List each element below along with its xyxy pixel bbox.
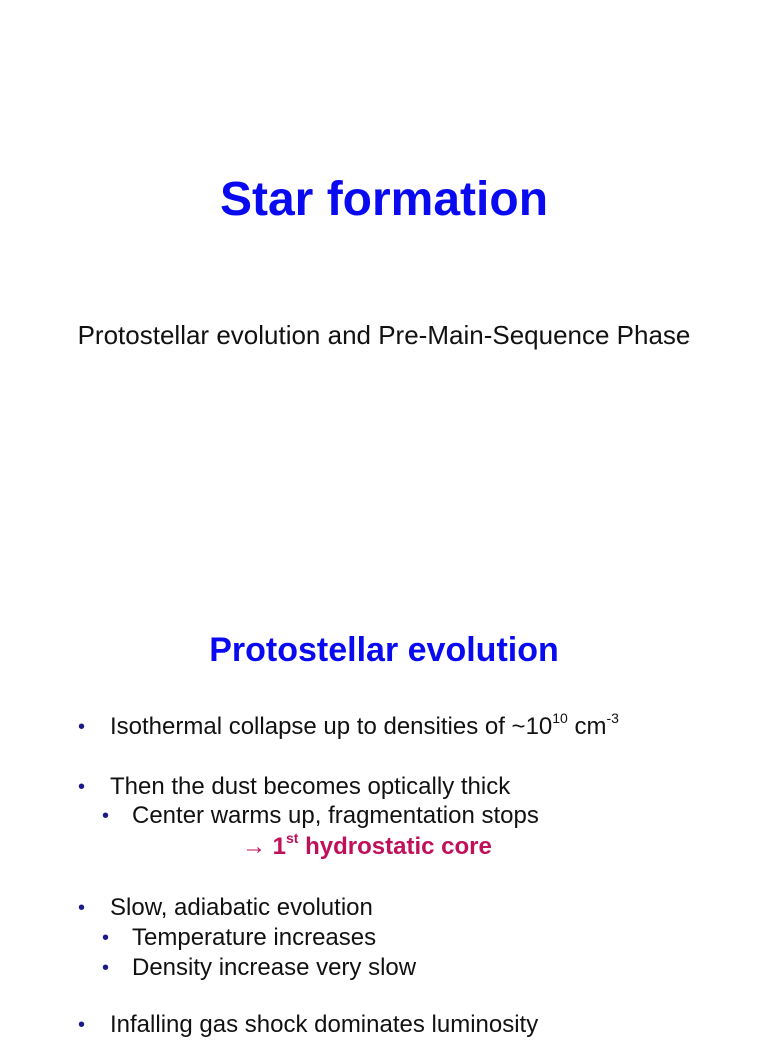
list-item bbox=[78, 710, 619, 742]
bullet-icon: • bbox=[102, 927, 110, 949]
highlight-result bbox=[242, 832, 492, 862]
list-item bbox=[102, 801, 539, 831]
exponent: 10 bbox=[552, 710, 568, 726]
result-text: hydrostatic core bbox=[298, 833, 492, 860]
bullet-text: Infalling gas shock dominates luminosity bbox=[110, 1011, 539, 1038]
list-item bbox=[102, 923, 377, 953]
unit-exponent: -3 bbox=[606, 710, 619, 726]
bullet-text: Density increase very slow bbox=[132, 954, 417, 981]
unit-text: cm bbox=[567, 713, 607, 740]
bullet-text: Center warms up, fragmentation stops bbox=[132, 802, 539, 829]
arrow-text: → 1 bbox=[242, 833, 287, 860]
bullet-list bbox=[0, 560, 768, 1038]
bullet-icon: • bbox=[102, 957, 110, 979]
slide-1-subtitle: Protostellar evolution and Pre-Main-Sequence Phase bbox=[77, 320, 691, 350]
list-item bbox=[102, 953, 417, 983]
bullet-icon: • bbox=[102, 805, 110, 827]
slide-2-title: Protostellar evolution bbox=[209, 631, 559, 669]
list-item bbox=[78, 1010, 539, 1040]
slide-1-title: Star formation bbox=[219, 173, 549, 226]
bullet-icon: • bbox=[78, 1014, 86, 1036]
bullet-icon: • bbox=[78, 716, 86, 738]
bullet-text: Isothermal collapse up to densities of ~10 bbox=[110, 713, 553, 740]
slide-protostellar-evolution bbox=[0, 560, 768, 1038]
list-item bbox=[78, 893, 373, 923]
bullet-text: Slow, adiabatic evolution bbox=[110, 894, 373, 921]
bullet-icon: • bbox=[78, 897, 86, 919]
bullet-text: Then the dust becomes optically thick bbox=[110, 773, 511, 800]
bullet-text: Temperature increases bbox=[132, 924, 377, 951]
bullet-icon: • bbox=[78, 776, 86, 798]
ordinal-suffix: st bbox=[286, 830, 299, 846]
list-item bbox=[78, 772, 511, 802]
